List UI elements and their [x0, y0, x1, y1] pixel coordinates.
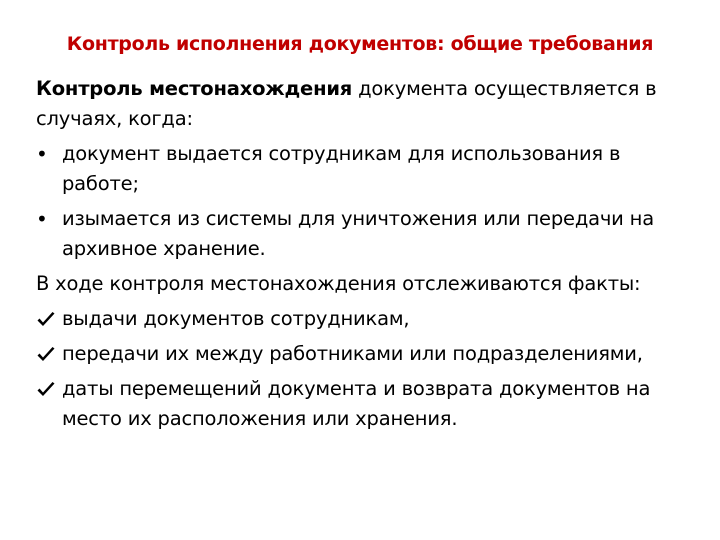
check-text: передачи их между работниками или подразделениями, — [62, 342, 643, 365]
slide-body — [36, 74, 684, 439]
check-item — [36, 374, 684, 434]
intro-bold-term: Контроль местонахождения — [36, 77, 353, 100]
checkmark-icon — [36, 311, 56, 329]
check-item — [36, 304, 684, 334]
bullet-text: изымается из системы для уничтожения или передачи на архивное хранение. — [62, 207, 654, 260]
check-text: даты перемещений документа и возврата документов на место их расположения или хранения. — [62, 377, 651, 430]
facts-intro-paragraph: В ходе контроля местонахождения отслеживаются факты: — [36, 272, 641, 295]
intro-text: документа осуществляется в случаях, когда: — [36, 77, 657, 130]
slide-title: Контроль исполнения документов: общие требования — [66, 33, 654, 55]
bullet-item — [36, 204, 684, 264]
checkmark-icon — [36, 381, 56, 399]
bullet-marker: • — [36, 142, 48, 166]
check-item — [36, 339, 684, 369]
check-text: выдачи документов сотрудникам, — [62, 307, 410, 330]
bullet-marker: • — [36, 207, 48, 231]
checkmark-icon — [36, 346, 56, 364]
bullet-item — [36, 139, 684, 199]
bullet-text: документ выдается сотрудникам для использования в работе; — [62, 142, 621, 195]
intro-paragraph — [36, 74, 684, 134]
